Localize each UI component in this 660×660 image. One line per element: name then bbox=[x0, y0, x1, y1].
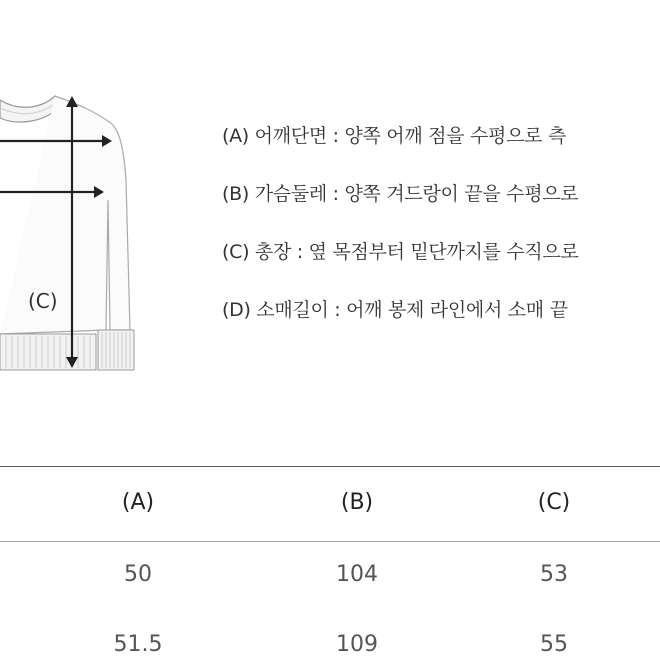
table-cell: 104 bbox=[336, 562, 378, 587]
table-cell: 50 bbox=[124, 562, 152, 587]
table-header-rule bbox=[0, 541, 660, 542]
table-top-rule bbox=[0, 466, 660, 467]
legend-b: (B) 가슴둘레 : 양쪽 겨드랑이 끝을 수평으로 bbox=[222, 183, 579, 205]
legend-d: (D) 소매길이 : 어깨 봉제 라인에서 소매 끝 bbox=[222, 299, 568, 321]
sleeve-cuff bbox=[98, 330, 134, 370]
measurement-legend bbox=[222, 118, 660, 350]
header-a: (A) bbox=[121, 490, 155, 515]
table-cell: 53 bbox=[540, 562, 568, 587]
sweater-body bbox=[0, 96, 130, 334]
legend-c: (C) 총장 : 옆 목점부터 밑단까지를 수직으로 bbox=[222, 241, 579, 263]
header-c: (C) bbox=[537, 490, 571, 515]
label-c: (C) bbox=[28, 289, 58, 313]
table-cell: 51.5 bbox=[113, 632, 163, 657]
table-cell: 109 bbox=[336, 632, 378, 657]
sweater-diagram bbox=[0, 0, 220, 420]
legend-a: (A) 어깨단면 : 양쪽 어깨 점을 수평으로 측 bbox=[222, 125, 567, 147]
table-cell: 55 bbox=[540, 632, 568, 657]
header-b: (B) bbox=[340, 490, 374, 515]
